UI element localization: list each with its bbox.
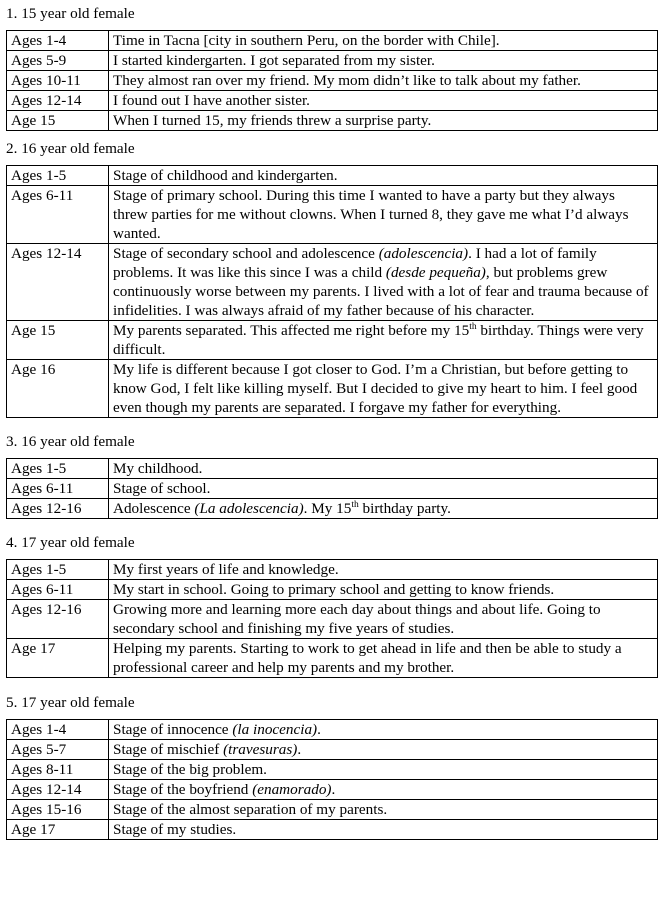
description-cell xyxy=(109,800,658,820)
table-row xyxy=(7,820,658,840)
age-range-cell: Ages 6-11 xyxy=(7,580,109,600)
age-stage-table xyxy=(6,458,658,519)
description-cell xyxy=(109,499,658,519)
description-cell xyxy=(109,760,658,780)
age-range-cell: Age 15 xyxy=(7,321,109,360)
age-range-cell: Age 17 xyxy=(7,820,109,840)
section-heading: 5. 17 year old female xyxy=(6,694,135,711)
age-range-cell: Age 17 xyxy=(7,639,109,678)
table-row xyxy=(7,321,658,360)
age-range-cell: Ages 15-16 xyxy=(7,800,109,820)
age-range-cell: Ages 12-14 xyxy=(7,780,109,800)
age-range-cell: Ages 6-11 xyxy=(7,186,109,244)
section-heading: 3. 16 year old female xyxy=(6,433,135,450)
table-row xyxy=(7,720,658,740)
age-range-cell: Ages 12-14 xyxy=(7,91,109,111)
table-row xyxy=(7,91,658,111)
table-row xyxy=(7,580,658,600)
spanish-term: (La adolescencia) xyxy=(194,500,304,517)
description-cell xyxy=(109,31,658,51)
description-text: When I turned 15, my friends threw a surprise party. xyxy=(113,112,432,129)
description-cell xyxy=(109,360,658,418)
age-range-cell: Ages 10-11 xyxy=(7,71,109,91)
table-row xyxy=(7,560,658,580)
description-cell xyxy=(109,186,658,244)
spanish-term: (adolescencia) xyxy=(378,245,469,262)
age-range-cell: Ages 6-11 xyxy=(7,479,109,499)
description-cell xyxy=(109,600,658,639)
description-text: . I had a lot of family problems. It was like this since I was a child xyxy=(113,245,597,281)
age-range-cell: Ages 12-14 xyxy=(7,244,109,321)
description-text: Adolescence xyxy=(113,500,195,517)
description-text: Growing more and learning more each day about things and about life. Going to secondary school and finishing my five years of studies. xyxy=(113,601,601,637)
spanish-term: (travesuras) xyxy=(223,741,298,758)
description-text: My parents separated. This affected me right before my 15 xyxy=(113,322,470,339)
description-text: Stage of my studies. xyxy=(113,821,237,838)
age-range-cell: Ages 1-5 xyxy=(7,166,109,186)
description-cell xyxy=(109,51,658,71)
description-text: My childhood. xyxy=(113,460,203,477)
description-cell xyxy=(109,580,658,600)
description-text: , but problems grew continuously worse between my parents. I lived with a lot of fear and trauma because of infidelities. I was always afraid of my father because of his character. xyxy=(113,264,649,319)
age-range-cell: Ages 1-5 xyxy=(7,560,109,580)
description-cell xyxy=(109,780,658,800)
age-range-cell: Age 15 xyxy=(7,111,109,131)
document-page xyxy=(6,4,658,840)
description-cell xyxy=(109,91,658,111)
table-row xyxy=(7,479,658,499)
description-cell xyxy=(109,479,658,499)
description-text: Time in Tacna [city in southern Peru, on the border with Chile]. xyxy=(113,32,500,49)
age-range-cell: Ages 1-4 xyxy=(7,31,109,51)
table-row xyxy=(7,360,658,418)
description-cell xyxy=(109,166,658,186)
table-row xyxy=(7,166,658,186)
table-row xyxy=(7,244,658,321)
table-row xyxy=(7,111,658,131)
description-text: Stage of mischief xyxy=(113,741,224,758)
section-heading: 2. 16 year old female xyxy=(6,140,135,157)
table-row xyxy=(7,760,658,780)
description-cell xyxy=(109,740,658,760)
age-range-cell: Ages 1-5 xyxy=(7,459,109,479)
spanish-term: (enamorado) xyxy=(252,781,332,798)
description-text: Stage of the almost separation of my parents. xyxy=(113,801,388,818)
age-stage-table xyxy=(6,719,658,840)
age-range-cell: Age 16 xyxy=(7,360,109,418)
table-row xyxy=(7,780,658,800)
table-row xyxy=(7,639,658,678)
description-text: birthday. Things were very difficult. xyxy=(113,322,644,358)
table-row xyxy=(7,31,658,51)
description-text: Stage of primary school. During this time I wanted to have a party but they always threw parties for me without clowns. When I turned 8, they gave me what I’d always wanted. xyxy=(113,187,629,242)
description-text: Stage of innocence xyxy=(113,721,233,738)
description-cell xyxy=(109,71,658,91)
table-row xyxy=(7,800,658,820)
description-text: . xyxy=(331,781,336,798)
description-text: . xyxy=(297,741,302,758)
section-heading: 4. 17 year old female xyxy=(6,534,135,551)
ordinal-superscript: th xyxy=(351,499,359,510)
age-range-cell: Ages 5-7 xyxy=(7,740,109,760)
age-range-cell: Ages 5-9 xyxy=(7,51,109,71)
description-text: Stage of school. xyxy=(113,480,211,497)
spanish-term: (desde pequeña) xyxy=(385,264,486,281)
description-cell xyxy=(109,321,658,360)
description-cell xyxy=(109,820,658,840)
description-text: . xyxy=(317,721,321,738)
description-cell xyxy=(109,111,658,131)
description-cell xyxy=(109,560,658,580)
age-range-cell: Ages 12-16 xyxy=(7,600,109,639)
section-heading: 1. 15 year old female xyxy=(6,5,135,22)
age-range-cell: Ages 12-16 xyxy=(7,499,109,519)
description-text: Stage of the big problem. xyxy=(113,761,267,778)
description-text: I started kindergarten. I got separated from my sister. xyxy=(113,52,435,69)
description-text: Stage of the boyfriend xyxy=(113,781,253,798)
description-text: They almost ran over my friend. My mom didn’t like to talk about my father. xyxy=(113,72,581,89)
table-row xyxy=(7,51,658,71)
table-row xyxy=(7,186,658,244)
description-text: My life is different because I got closer to God. I’m a Christian, but before getting to know God, I felt like killing myself. But I decided to give my heart to him. I feel good even though my parents are separated. I forgave my father for everything. xyxy=(113,361,638,416)
description-text: Stage of childhood and kindergarten. xyxy=(113,167,338,184)
description-text: Helping my parents. Starting to work to get ahead in life and then be able to study a professional career and help my parents and my brother. xyxy=(113,640,622,676)
description-text: I found out I have another sister. xyxy=(113,92,310,109)
description-text: birthday party. xyxy=(358,500,451,517)
ordinal-superscript: th xyxy=(469,321,477,332)
description-text: Stage of secondary school and adolescence xyxy=(113,245,379,262)
description-cell xyxy=(109,459,658,479)
age-stage-table xyxy=(6,30,658,131)
age-range-cell: Ages 1-4 xyxy=(7,720,109,740)
spanish-term: (la inocencia) xyxy=(232,721,318,738)
table-row xyxy=(7,600,658,639)
description-cell xyxy=(109,720,658,740)
table-row xyxy=(7,499,658,519)
table-row xyxy=(7,71,658,91)
description-text: My first years of life and knowledge. xyxy=(113,561,339,578)
age-range-cell: Ages 8-11 xyxy=(7,760,109,780)
description-cell xyxy=(109,639,658,678)
description-text: My start in school. Going to primary school and getting to know friends. xyxy=(113,581,555,598)
age-stage-table xyxy=(6,165,658,418)
table-row xyxy=(7,740,658,760)
description-text: . My 15 xyxy=(303,500,352,517)
table-row xyxy=(7,459,658,479)
age-stage-table xyxy=(6,559,658,678)
description-cell xyxy=(109,244,658,321)
